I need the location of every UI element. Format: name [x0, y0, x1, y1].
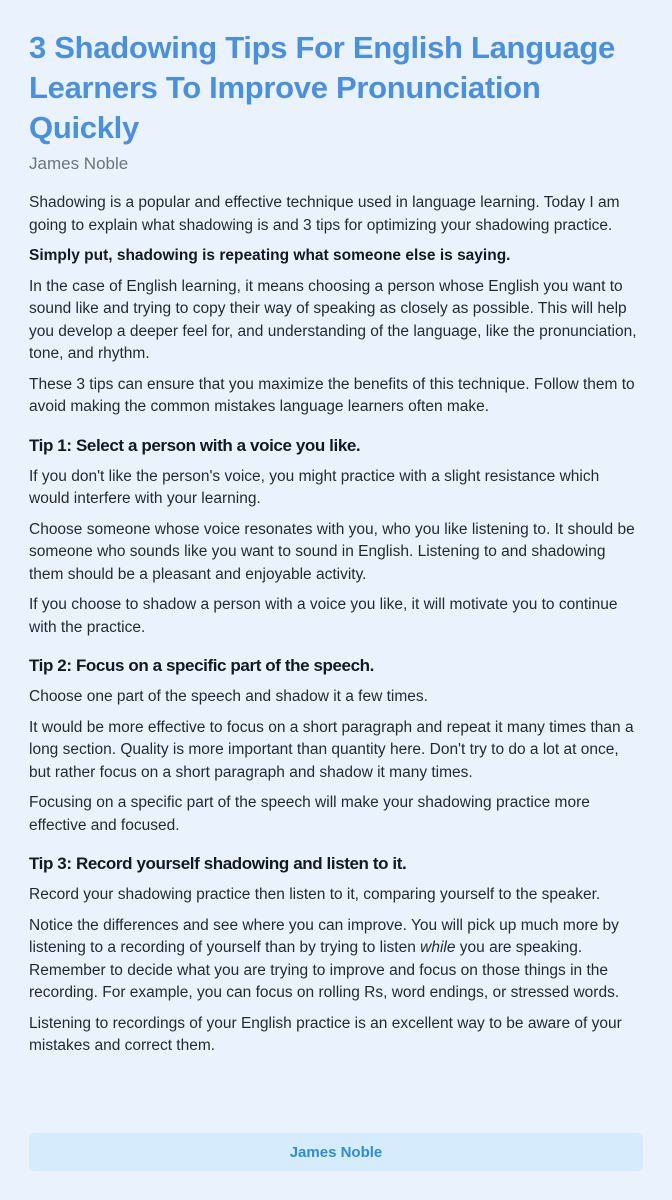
- tip2-paragraph-1: Choose one part of the speech and shadow it a few times.: [29, 688, 428, 705]
- tip3-heading: Tip 3: Record yourself shadowing and listen to it.: [29, 854, 407, 873]
- intro-paragraph: Shadowing is a popular and effective technique used in language learning. Today I am going to explain what shadowing is and 3 tips for optimizing your shadowing practice.: [29, 194, 620, 234]
- tip3-paragraph-2: [29, 915, 643, 1005]
- article-body: [29, 192, 643, 1058]
- author-footer-link[interactable]: [29, 1133, 643, 1171]
- tip1-heading: Tip 1: Select a person with a voice you like.: [29, 435, 361, 455]
- tip1-paragraph-2: Choose someone whose voice resonates with you, who you like listening to. It should be someone who sounds like you want to sound in English. Listening to and shadowing them should be a pleasant and enjoyable activity.: [29, 520, 635, 583]
- tip3-emphasis: while: [420, 939, 456, 956]
- tip3-paragraph-2-start: Notice the differences and see where you can improve. You will pick up much more by listening to a recording of yourself than by trying to listen: [29, 916, 619, 956]
- definition-paragraph: Simply put, shadowing is repeating what someone else is saying.: [29, 247, 511, 264]
- tip1-paragraph-1: If you don't like the person's voice, you might practice with a slight resistance which would interfere with your learning.: [29, 467, 600, 507]
- article-author: James Noble: [29, 154, 129, 173]
- tip2-paragraph-3: Focusing on a specific part of the speech will make your shadowing practice more effective and focused.: [29, 794, 590, 834]
- tip3-paragraph-3: Listening to recordings of your English practice is an excellent way to be aware of your mistakes and correct them.: [29, 1014, 622, 1054]
- tip2-heading: Tip 2: Focus on a specific part of the speech.: [29, 656, 374, 675]
- explanation-paragraph: In the case of English learning, it means choosing a person whose English you want to sound like and trying to copy their way of speaking as closely as possible. This will help you develop a deeper feel for, and understanding of the language, like the pronunciation, tone, and rhythm.: [29, 277, 637, 362]
- article-title: 3 Shadowing Tips For English Language Learners To Improve Pronunciation Quickly: [29, 30, 615, 145]
- tip2-paragraph-2: It would be more effective to focus on a short paragraph and repeat it many times than a long section. Quality is more important than quantity here. Don't try to do a lot at once, but rather focus on a short paragraph and shadow it many times.: [29, 718, 634, 781]
- footer-author-name: James Noble: [289, 1143, 383, 1161]
- tip3-paragraph-2-end: you are speaking. Remember to decide what you are trying to improve and focus on those things in the recording. For example, you can focus on rolling Rs, word endings, or stressed words.: [29, 939, 620, 1001]
- overview-paragraph: These 3 tips can ensure that you maximize the benefits of this technique. Follow them to avoid making the common mistakes language learners often make.: [29, 375, 635, 415]
- tip1-paragraph-3: If you choose to shadow a person with a voice you like, it will motivate you to continue with the practice.: [29, 596, 618, 636]
- tip3-paragraph-1: Record your shadowing practice then listen to it, comparing yourself to the speaker.: [29, 886, 601, 903]
